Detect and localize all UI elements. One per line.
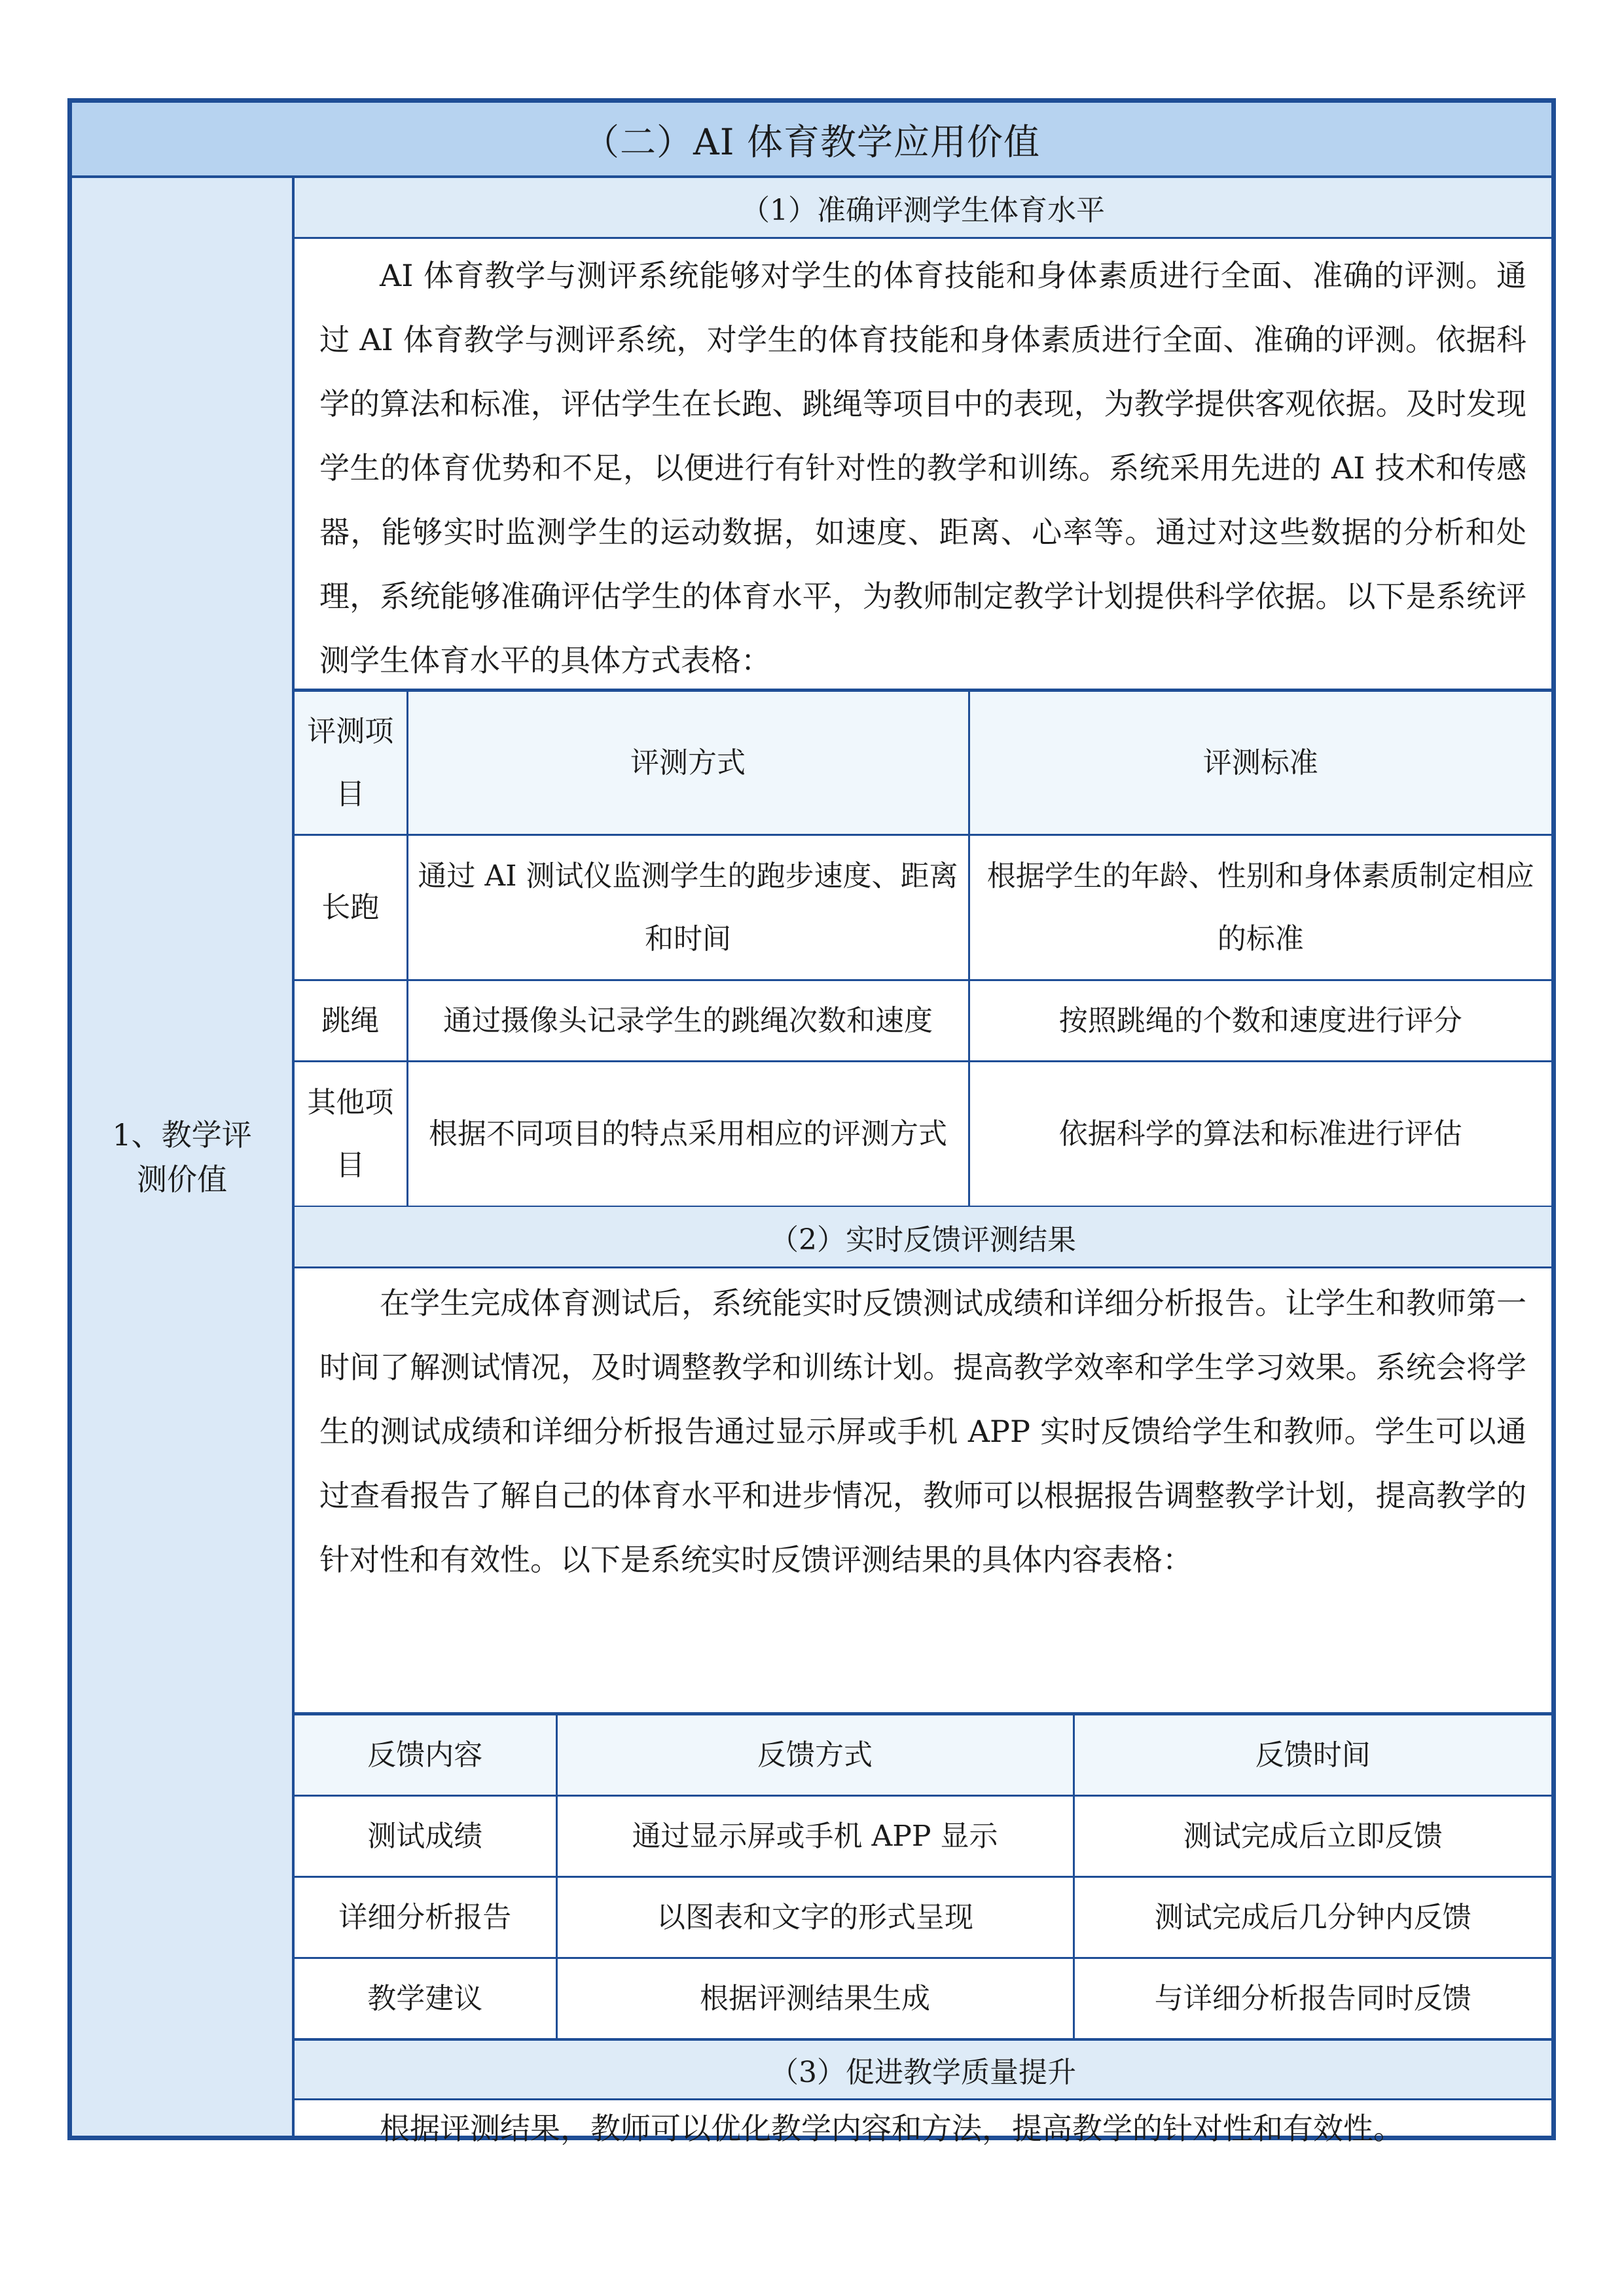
side-category-label: 1、教学评测价值: [112, 1117, 252, 1197]
table-header-cell: 评测标准: [969, 691, 1551, 835]
table-cell: 根据不同项目的特点采用相应的评测方式: [407, 1062, 969, 1207]
table-cell: 与详细分析报告同时反馈: [1074, 1958, 1551, 2039]
table-cell: 按照跳绳的个数和速度进行评分: [969, 980, 1551, 1062]
evaluation-value-frame: [67, 98, 1556, 2146]
table-header-cell: 评测方式: [407, 691, 969, 835]
table-row: [295, 1877, 1551, 1958]
section-1-paragraph: AI 体育教学与测评系统能够对学生的体育技能和身体素质进行全面、准确的评测。通过 AI 体育教学与测评系统，对学生的体育技能和身体素质进行全面、准确的评测。依据科学的算法和标准，评估学生在长跑、跳绳等项目中的表现，为教学提供客观依据。及时发现学生的体育优势和不足，以便进行有针对性的教学和训练。系统采用先进的 AI 技术和传感器，能够实时监测学生的运动数据，如速度、距离、心率等。通过对这些数据的分析和处理，系统能够准确评估学生的体育水平，为教师制定教学计划提供科学依据。以下是系统评测学生体育水平的具体方式表格：: [319, 258, 1526, 678]
main-content: [295, 178, 1551, 2146]
table-cell: 根据评测结果生成: [556, 1958, 1074, 2039]
table-header-cell: 反馈内容: [295, 1715, 556, 1796]
table-cell: 根据学生的年龄、性别和身体素质制定相应的标准: [969, 835, 1551, 980]
table-cell: 长跑: [295, 835, 407, 980]
table-header-cell: 评测项目: [295, 691, 407, 835]
table-row: [295, 980, 1551, 1062]
table-header-row: [295, 691, 1551, 835]
table-row: [295, 1796, 1551, 1877]
feedback-table: [295, 1713, 1551, 2040]
table-cell: 详细分析报告: [295, 1877, 556, 1958]
evaluation-method-table: [295, 690, 1551, 1208]
table-cell: 依据科学的算法和标准进行评估: [969, 1062, 1551, 1207]
section-1-heading: （1）准确评测学生体育水平: [295, 178, 1551, 239]
side-category-cell: [72, 178, 295, 2136]
table-cell: 测试成绩: [295, 1796, 556, 1877]
table-cell: 通过 AI 测试仪监测学生的跑步速度、距离和时间: [407, 835, 969, 980]
table-row: [295, 835, 1551, 980]
section-2-paragraph: 在学生完成体育测试后，系统能实时反馈测试成绩和详细分析报告。让学生和教师第一时间了解测试情况，及时调整教学和训练计划。提高教学效率和学生学习效果。系统会将学生的测试成绩和详细分析报告通过显示屏或手机 APP 实时反馈给学生和教师。学生可以通过查看报告了解自己的体育水平和进步情况，教师可以根据报告调整教学计划，提高教学的针对性和有效性。以下是系统实时反馈评测结果的具体内容表格：: [319, 1285, 1526, 1577]
section-3-heading: （3）促进教学质量提升: [295, 2039, 1551, 2100]
table-cell: 通过摄像头记录学生的跳绳次数和速度: [407, 980, 969, 1062]
table-cell: 教学建议: [295, 1958, 556, 2039]
table-row: [295, 1062, 1551, 1207]
table-cell: 通过显示屏或手机 APP 显示: [556, 1796, 1074, 1877]
table-header-cell: 反馈时间: [1074, 1715, 1551, 1796]
table-cell: 跳绳: [295, 980, 407, 1062]
table-cell: 测试完成后几分钟内反馈: [1074, 1877, 1551, 1958]
page-title: （二）AI 体育教学应用价值: [72, 103, 1551, 178]
table-header-row: [295, 1715, 1551, 1796]
table-cell: 以图表和文字的形式呈现: [556, 1877, 1074, 1958]
section-3-paragraph: 根据评测结果，教师可以优化教学内容和方法，提高教学的针对性和有效性。: [380, 2111, 1403, 2146]
table-row: [295, 1958, 1551, 2039]
table-header-cell: 反馈方式: [556, 1715, 1074, 1796]
table-cell: 测试完成后立即反馈: [1074, 1796, 1551, 1877]
table-cell: 其他项目: [295, 1062, 407, 1207]
section-2-heading: （2）实时反馈评测结果: [295, 1207, 1551, 1268]
